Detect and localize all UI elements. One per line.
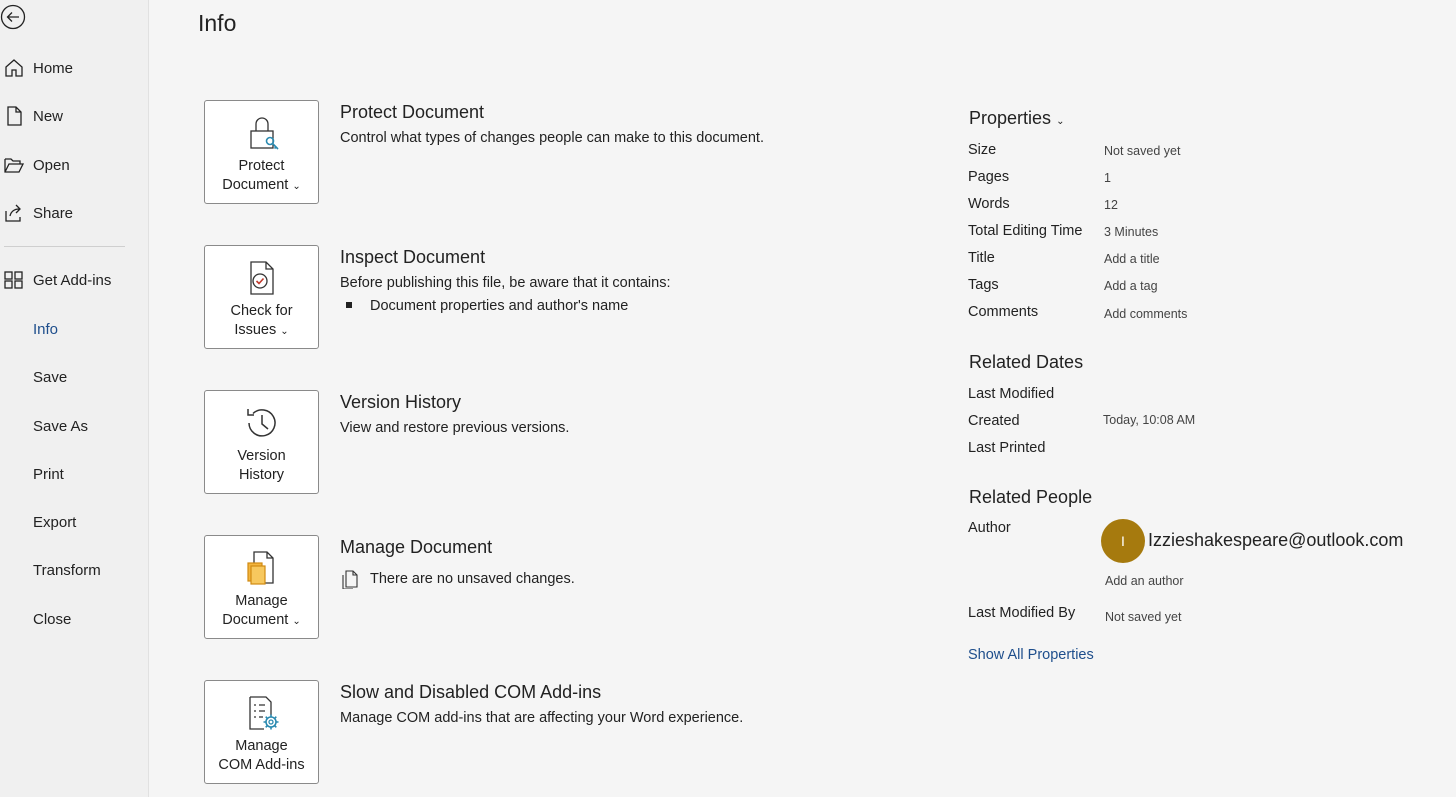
nav-new[interactable] — [0, 98, 140, 134]
nav-export-label: Export — [33, 513, 77, 531]
protect-button-line2: Document — [222, 177, 289, 193]
protect-button-line1: Protect — [238, 158, 285, 174]
manage-document-icon — [242, 548, 282, 588]
inspect-document-desc: Before publishing this file, be aware that it contains: — [340, 275, 671, 291]
nav-save-label: Save — [33, 368, 68, 386]
properties-heading[interactable] — [969, 108, 1064, 129]
nav-open-label: Open — [33, 156, 70, 174]
created-label: Created — [968, 413, 1020, 429]
page-title: Info — [198, 10, 237, 36]
nav-save[interactable] — [0, 359, 140, 395]
add-ins-grid-icon — [2, 268, 26, 292]
chevron-down-icon: ⌄ — [292, 181, 301, 192]
nav-get-add-ins[interactable] — [0, 262, 140, 298]
version-button-line1: Version — [237, 448, 286, 464]
inspect-document-title: Inspect Document — [340, 247, 486, 267]
pages-value: 1 — [1104, 171, 1111, 185]
nav-save-as-label: Save As — [33, 417, 89, 435]
backstage-sidebar — [0, 0, 149, 797]
check-button-line1: Check for — [230, 303, 293, 319]
words-label: Words — [968, 196, 1010, 212]
nav-close-label: Close — [33, 610, 72, 628]
nav-open[interactable] — [0, 147, 140, 183]
tags-field[interactable]: Add a tag — [1104, 279, 1158, 293]
nav-transform-label: Transform — [33, 561, 101, 579]
nav-home[interactable] — [0, 50, 140, 86]
version-history-desc: View and restore previous versions. — [340, 420, 570, 436]
add-author-field[interactable]: Add an author — [1105, 574, 1184, 588]
nav-info-label: Info — [33, 320, 59, 338]
last-modified-by-value: Not saved yet — [1105, 610, 1182, 624]
version-history-button[interactable] — [204, 390, 319, 494]
comaddins-button-line2: COM Add-ins — [218, 757, 305, 773]
manage-document-title: Manage Document — [340, 537, 493, 557]
pages-label: Pages — [968, 169, 1010, 185]
related-dates-heading: Related Dates — [969, 352, 1084, 372]
version-history-title: Version History — [340, 392, 462, 412]
show-all-properties-link[interactable]: Show All Properties — [968, 647, 1094, 663]
author-label: Author — [968, 520, 1011, 536]
history-clock-icon — [242, 403, 282, 443]
chevron-down-icon: ⌄ — [1056, 116, 1065, 127]
title-field[interactable]: Add a title — [1104, 252, 1160, 266]
last-modified-by-label: Last Modified By — [968, 605, 1076, 621]
sidebar-divider — [4, 246, 125, 247]
last-printed-label: Last Printed — [968, 440, 1046, 456]
chevron-down-icon: ⌄ — [292, 616, 301, 627]
new-document-icon — [2, 104, 26, 128]
protect-document-title: Protect Document — [340, 102, 485, 122]
manage-document-button[interactable] — [204, 535, 319, 639]
check-for-issues-button[interactable] — [204, 245, 319, 349]
nav-print[interactable] — [0, 456, 140, 492]
lock-key-icon — [242, 113, 282, 153]
nav-share-label: Share — [33, 204, 74, 222]
nav-info[interactable] — [0, 311, 140, 347]
com-add-ins-gear-icon — [242, 693, 282, 733]
chevron-down-icon: ⌄ — [280, 326, 289, 337]
manage-document-desc: There are no unsaved changes. — [370, 571, 575, 587]
editing-time-label: Total Editing Time — [968, 223, 1083, 239]
protect-document-desc: Control what types of changes people can make to this document. — [340, 130, 764, 146]
check-button-line2: Issues — [234, 322, 277, 338]
created-value: Today, 10:08 AM — [1103, 413, 1196, 427]
author-email[interactable]: Izzieshakespeare@outlook.com — [1148, 530, 1404, 550]
nav-new-label: New — [33, 107, 64, 125]
nav-save-as[interactable] — [0, 408, 140, 444]
share-icon — [2, 201, 26, 225]
inspect-bullet-text: Document properties and author's name — [370, 298, 629, 314]
size-label: Size — [968, 142, 997, 158]
nav-export[interactable] — [0, 504, 140, 540]
comaddins-button-line1: Manage — [235, 738, 288, 754]
words-value: 12 — [1104, 198, 1118, 212]
back-button[interactable] — [0, 2, 28, 30]
home-icon — [2, 56, 26, 80]
properties-heading-label: Properties — [969, 108, 1052, 128]
com-add-ins-desc: Manage COM add-ins that are affecting your Word experience. — [340, 710, 744, 726]
nav-print-label: Print — [33, 465, 64, 483]
protect-document-button[interactable] — [204, 100, 319, 204]
nav-transform[interactable] — [0, 552, 140, 588]
back-arrow-icon — [0, 2, 28, 30]
manage-button-line2: Document — [222, 612, 289, 628]
last-modified-label: Last Modified — [968, 386, 1055, 402]
title-label: Title — [968, 250, 995, 266]
comments-field[interactable]: Add comments — [1104, 307, 1188, 321]
related-people-heading: Related People — [969, 487, 1093, 507]
documents-icon — [340, 569, 360, 594]
manage-button-line1: Manage — [235, 593, 288, 609]
tags-label: Tags — [968, 277, 999, 293]
nav-home-label: Home — [33, 59, 74, 77]
folder-open-icon — [2, 153, 26, 177]
nav-share[interactable] — [0, 195, 140, 231]
version-button-line2: History — [238, 467, 285, 483]
bullet-marker — [346, 302, 352, 308]
editing-time-value: 3 Minutes — [1104, 225, 1159, 239]
manage-com-add-ins-button[interactable] — [204, 680, 319, 784]
nav-close[interactable] — [0, 601, 140, 637]
document-check-icon — [242, 258, 282, 298]
comments-label: Comments — [968, 304, 1039, 320]
size-value: Not saved yet — [1104, 144, 1181, 158]
nav-get-add-ins-label: Get Add-ins — [33, 271, 112, 289]
avatar[interactable]: I — [1101, 519, 1145, 563]
com-add-ins-title: Slow and Disabled COM Add-ins — [340, 682, 602, 702]
